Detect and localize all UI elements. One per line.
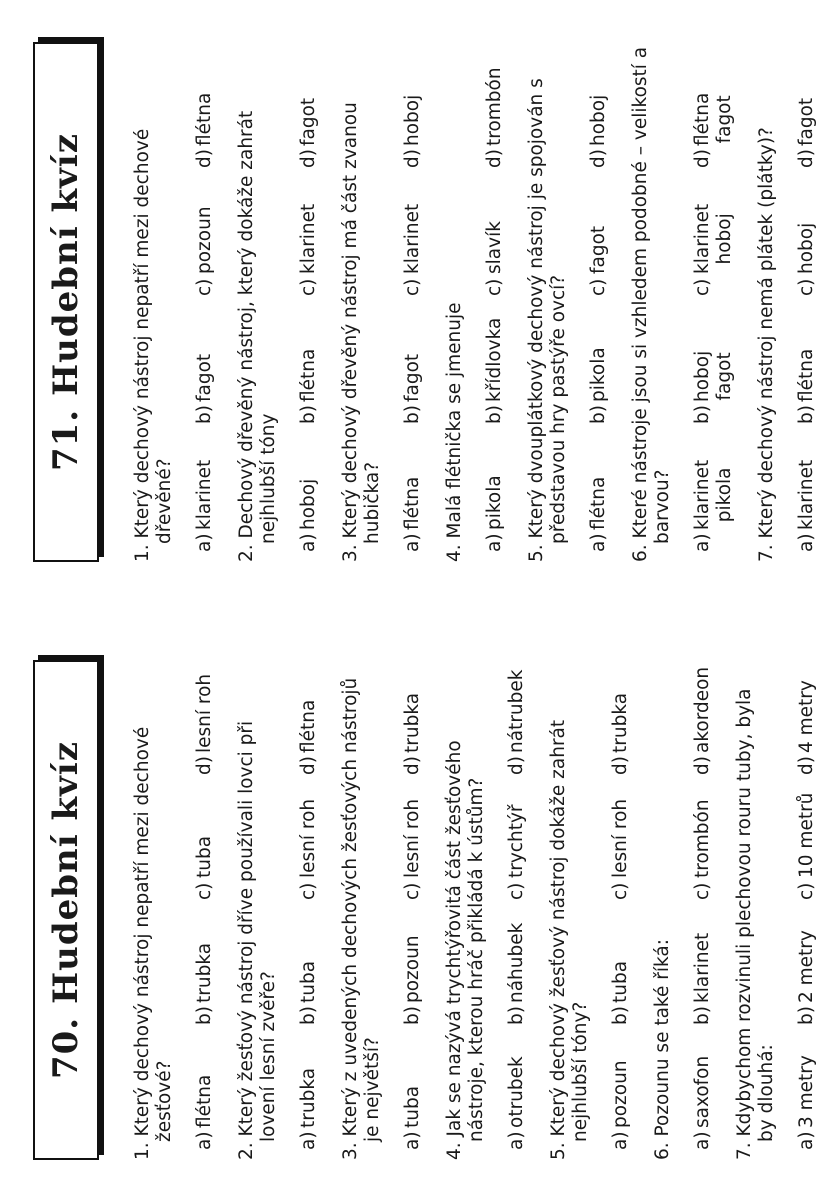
question-text: 2. Dechový dřevěný nástroj, který dokáže zahrát nejhlubší tóny <box>236 110 279 562</box>
option-text <box>402 799 424 878</box>
option-text-line: trombón <box>484 67 505 146</box>
option-letter: c) <box>796 278 817 296</box>
question-2 <box>236 42 320 562</box>
answer-option-c <box>298 785 320 910</box>
option-text <box>298 349 320 402</box>
option-text <box>796 1055 818 1128</box>
option-letter: d) <box>506 756 527 775</box>
quiz-title: 71. Hudební kvíz <box>46 132 86 472</box>
answer-options <box>194 42 216 562</box>
option-text-line: flétna <box>298 348 319 402</box>
question-5 <box>526 42 610 562</box>
answer-options <box>588 42 610 562</box>
option-letter: b) <box>796 405 817 424</box>
option-text <box>796 349 818 402</box>
question-3 <box>340 42 424 562</box>
option-letter: b) <box>194 405 215 424</box>
option-text-line: klarinet <box>402 203 423 274</box>
option-text-line: hoboj <box>402 94 423 146</box>
option-text-line: klarinet <box>692 203 713 274</box>
answer-option-b <box>796 306 818 434</box>
option-letter: c) <box>588 278 609 296</box>
answer-option-a <box>194 434 216 562</box>
quiz-71 <box>0 42 817 562</box>
option-letter: b) <box>692 1006 713 1025</box>
option-letter: d) <box>796 149 817 168</box>
answer-option-c <box>692 785 714 910</box>
option-text-line: lesní roh <box>298 798 319 878</box>
option-text-line: fagot <box>298 97 319 146</box>
answer-option-a <box>402 1035 424 1160</box>
option-text-line: nátrubek <box>506 669 527 753</box>
option-letter: c) <box>298 882 319 900</box>
answer-option-b <box>298 306 320 434</box>
answer-option-c <box>484 178 506 306</box>
option-text <box>194 836 216 878</box>
option-text <box>506 670 528 754</box>
answer-option-c <box>402 785 424 910</box>
option-text-line: pikola <box>588 347 609 402</box>
option-text-line: saxofon <box>692 1055 713 1128</box>
option-letter: c) <box>298 278 319 296</box>
answer-options <box>796 660 818 1160</box>
option-text-line: klarinet <box>298 203 319 274</box>
option-letter: b) <box>506 1006 527 1025</box>
option-text <box>402 95 424 146</box>
question-7 <box>756 42 818 562</box>
option-text-line: trubka <box>402 692 423 753</box>
option-text <box>298 204 320 274</box>
quiz-title-box <box>33 42 99 562</box>
option-letter: a) <box>194 533 215 552</box>
answer-options <box>692 42 736 562</box>
option-letter: a) <box>194 1131 215 1150</box>
answer-option-d <box>610 660 632 785</box>
option-letter: a) <box>298 1131 319 1150</box>
option-letter: c) <box>692 278 713 296</box>
option-text-line: tuba <box>298 960 319 1003</box>
question-list <box>132 660 838 1160</box>
answer-option-d <box>402 50 424 178</box>
option-text <box>796 98 818 146</box>
question-text: 7. Kdybychom rozvinuli plechovou rouru tuby, byla by dlouhá: <box>734 688 777 1160</box>
option-text-line: klarinet <box>796 459 817 530</box>
option-text-line: hoboj <box>714 213 735 265</box>
option-text <box>484 67 506 146</box>
answer-option-b <box>298 910 320 1035</box>
answer-options <box>194 660 216 1160</box>
question-7 <box>734 660 818 1160</box>
answer-option-b <box>402 306 424 434</box>
option-text-line: hoboj <box>692 350 713 402</box>
option-letter: a) <box>484 533 505 552</box>
option-letter: a) <box>588 533 609 552</box>
option-letter: c) <box>194 882 215 900</box>
quiz-70 <box>0 660 817 1160</box>
option-letter: c) <box>506 882 527 900</box>
option-text-line: otrubek <box>506 1056 527 1128</box>
option-text-line: akordeon <box>692 666 713 753</box>
option-text <box>692 933 714 1003</box>
option-letter: a) <box>506 1131 527 1150</box>
option-text-line: flétna <box>402 476 423 530</box>
answer-options <box>692 660 714 1160</box>
answer-options <box>298 660 320 1160</box>
option-text-line: fagot <box>402 353 423 402</box>
option-text <box>506 804 528 878</box>
option-text-line: pikola <box>484 475 505 530</box>
option-text-line: flétna <box>298 699 319 753</box>
option-letter: d) <box>484 149 505 168</box>
option-text <box>692 1056 714 1128</box>
option-letter: b) <box>298 405 319 424</box>
answer-option-d <box>298 660 320 785</box>
option-letter: a) <box>402 533 423 552</box>
option-text-line: 10 metrů <box>796 792 817 878</box>
option-text-line: trubka <box>298 1067 319 1128</box>
question-text: 5. Který dechový žesťový nástroj dokáže zahrát nejhlubší tóny? <box>548 719 591 1160</box>
option-text <box>796 930 818 1003</box>
answer-option-b <box>610 910 632 1035</box>
question-6 <box>630 42 736 562</box>
option-text <box>588 347 610 402</box>
answer-option-c <box>506 785 528 910</box>
answer-option-b <box>588 306 610 434</box>
option-text-line: tuba <box>194 835 215 878</box>
option-letter: a) <box>796 1131 817 1150</box>
option-text <box>402 693 424 753</box>
option-letter: c) <box>402 882 423 900</box>
option-text-line: lesní roh <box>610 798 631 878</box>
question-text: 3. Který dechový dřevěný nástroj má část zvanou hubička? <box>340 102 383 562</box>
answer-option-c <box>588 178 610 306</box>
answer-option-d <box>484 50 506 178</box>
answer-option-d <box>194 660 216 785</box>
answer-option-d <box>588 50 610 178</box>
option-letter: c) <box>402 278 423 296</box>
question-1 <box>132 42 216 562</box>
option-text <box>194 674 216 753</box>
question-3 <box>340 660 424 1160</box>
answer-option-d <box>402 660 424 785</box>
option-text <box>588 226 610 274</box>
answer-option-c <box>610 785 632 910</box>
option-text-line: trubka <box>610 692 631 753</box>
option-text <box>298 700 320 753</box>
option-text <box>796 460 818 530</box>
answer-option-b <box>692 910 714 1035</box>
option-text-line: trychtýř <box>506 804 527 878</box>
option-text <box>194 943 216 1003</box>
option-text-line: klarinet <box>692 459 713 530</box>
answer-option-c <box>298 178 320 306</box>
option-letter: d) <box>610 756 631 775</box>
option-text-line: hoboj <box>588 94 609 146</box>
question-text: 1. Který dechový nástroj nepatří mezi dechové žesťové? <box>132 726 175 1160</box>
option-letter: c) <box>610 882 631 900</box>
answer-option-c <box>194 178 216 306</box>
option-text <box>610 961 632 1003</box>
quiz-title: 70. Hudební kvíz <box>46 740 86 1080</box>
answer-option-a <box>298 1035 320 1160</box>
option-text-line: klarinet <box>692 932 713 1003</box>
option-text-line: náhubek <box>506 922 527 1003</box>
answer-option-c <box>194 785 216 910</box>
option-text <box>484 221 506 274</box>
option-text <box>588 95 610 146</box>
option-text <box>692 351 736 402</box>
option-text-line: flétna <box>692 92 713 146</box>
answer-option-c <box>796 785 818 910</box>
option-letter: d) <box>588 149 609 168</box>
option-text <box>194 93 216 146</box>
option-text <box>692 460 736 530</box>
option-text <box>298 1068 320 1128</box>
option-text-line: hoboj <box>796 222 817 274</box>
question-1 <box>132 660 216 1160</box>
option-text <box>588 477 610 530</box>
option-text-line: fagot <box>714 352 735 401</box>
option-letter: d) <box>298 756 319 775</box>
option-letter: d) <box>402 756 423 775</box>
answer-option-b <box>692 306 736 434</box>
answer-options <box>402 660 424 1160</box>
option-text <box>194 1075 216 1128</box>
option-text-line: 3 metry <box>796 1055 817 1128</box>
option-letter: b) <box>588 405 609 424</box>
option-letter: d) <box>402 149 423 168</box>
option-text <box>402 477 424 530</box>
option-text <box>610 799 632 878</box>
option-text <box>194 206 216 274</box>
question-text: 7. Který dechový nástroj nemá plátek (plátky)? <box>756 127 777 562</box>
option-text <box>484 475 506 530</box>
answer-option-a <box>298 434 320 562</box>
answer-option-a <box>796 434 818 562</box>
option-text-line: flétna <box>588 476 609 530</box>
question-4 <box>444 42 506 562</box>
answer-option-c <box>796 178 818 306</box>
option-letter: c) <box>194 278 215 296</box>
option-letter: d) <box>194 756 215 775</box>
option-text-line: křídlovka <box>484 317 505 402</box>
option-text-line: lesní roh <box>194 673 215 753</box>
answer-option-b <box>484 306 506 434</box>
option-text-line: flétna <box>796 348 817 402</box>
option-text <box>692 799 714 878</box>
question-text: 6. Pozounu se také říká: <box>652 939 673 1160</box>
option-text <box>298 799 320 878</box>
question-text: 4. Malá flétnička se jmenuje <box>444 302 465 562</box>
option-text <box>692 204 736 274</box>
answer-option-b <box>194 910 216 1035</box>
option-text <box>402 354 424 402</box>
option-letter: a) <box>692 1131 713 1150</box>
answer-options <box>298 42 320 562</box>
answer-option-c <box>402 178 424 306</box>
option-text <box>298 479 320 530</box>
option-text <box>610 1060 632 1128</box>
option-letter: c) <box>692 882 713 900</box>
option-letter: d) <box>796 756 817 775</box>
option-text <box>796 793 818 878</box>
answer-option-b <box>402 910 424 1035</box>
answer-option-d <box>506 660 528 785</box>
option-text-line: pikola <box>714 467 735 523</box>
option-text <box>402 1086 424 1128</box>
option-text-line: fagot <box>588 225 609 274</box>
answer-option-a <box>692 434 736 562</box>
option-text-line: 2 metry <box>796 930 817 1003</box>
option-text <box>194 354 216 402</box>
option-text <box>796 680 818 753</box>
option-letter: d) <box>692 756 713 775</box>
option-text-line: flétna <box>194 92 215 146</box>
option-text-line: 4 metry <box>796 680 817 753</box>
option-text <box>692 667 714 753</box>
answer-option-a <box>484 434 506 562</box>
option-letter: b) <box>402 1006 423 1025</box>
option-text-line: pozoun <box>194 206 215 274</box>
option-text <box>506 1056 528 1128</box>
option-letter: a) <box>796 533 817 552</box>
answer-option-a <box>588 434 610 562</box>
answer-options <box>506 660 528 1160</box>
answer-option-a <box>692 1035 714 1160</box>
option-text-line: klarinet <box>194 459 215 530</box>
option-letter: b) <box>194 1006 215 1025</box>
answer-option-b <box>796 910 818 1035</box>
option-text <box>194 460 216 530</box>
answer-option-c <box>692 178 736 306</box>
option-letter: b) <box>484 405 505 424</box>
option-text <box>506 923 528 1003</box>
option-letter: b) <box>692 405 713 424</box>
option-text-line: fagot <box>194 353 215 402</box>
answer-option-d <box>194 50 216 178</box>
option-letter: b) <box>402 405 423 424</box>
answer-options <box>402 42 424 562</box>
answer-option-a <box>402 434 424 562</box>
option-letter: d) <box>298 149 319 168</box>
question-text: 4. Jak se nazývá trychtýřovitá část žesťového nástroje, kterou hráč přikládá k ústům? <box>444 740 487 1160</box>
answer-option-d <box>692 50 736 178</box>
quiz-title-box <box>33 660 99 1160</box>
question-text: 1. Který dechový nástroj nepatří mezi dechové dřevěné? <box>132 128 175 562</box>
question-text: 2. Který žesťový nástroj dříve používali lovci při lovení lesní zvěře? <box>236 720 279 1160</box>
option-text <box>796 223 818 274</box>
option-text-line: tuba <box>610 960 631 1003</box>
option-text-line: pozoun <box>402 935 423 1003</box>
answer-options <box>796 42 818 562</box>
question-text: 6. Které nástroje jsou si vzhledem podobné – velikostí a barvou? <box>630 46 673 562</box>
answer-option-d <box>796 660 818 785</box>
answer-option-a <box>796 1035 818 1160</box>
answer-option-a <box>506 1035 528 1160</box>
answer-option-a <box>194 1035 216 1160</box>
question-4 <box>444 660 528 1160</box>
option-text <box>298 98 320 146</box>
option-text <box>610 693 632 753</box>
question-text: 5. Který dvouplátkový dechový nástroj je spojován s představou hry pastýře ovcí? <box>526 78 569 562</box>
option-text-line: hoboj <box>298 478 319 530</box>
option-text-line: fagot <box>796 97 817 146</box>
answer-option-a <box>610 1035 632 1160</box>
option-letter: a) <box>298 533 319 552</box>
answer-option-d <box>692 660 714 785</box>
option-letter: c) <box>484 278 505 296</box>
option-letter: a) <box>402 1131 423 1150</box>
question-list <box>132 42 838 562</box>
option-letter: d) <box>692 149 713 168</box>
answer-options <box>484 42 506 562</box>
question-text: 3. Který z uvedených dechových žesťových nástrojů je největší? <box>340 677 383 1160</box>
option-letter: d) <box>194 149 215 168</box>
option-text <box>402 935 424 1003</box>
option-text-line: lesní roh <box>402 798 423 878</box>
option-text <box>484 318 506 402</box>
question-5 <box>548 660 632 1160</box>
answer-option-b <box>194 306 216 434</box>
answer-option-b <box>506 910 528 1035</box>
option-letter: b) <box>298 1006 319 1025</box>
option-text <box>402 204 424 274</box>
option-text <box>692 93 736 146</box>
option-text-line: trombón <box>692 799 713 878</box>
option-text-line: trubka <box>194 942 215 1003</box>
option-text-line: fagot <box>714 95 735 144</box>
option-text-line: pozoun <box>610 1060 631 1128</box>
option-letter: a) <box>610 1131 631 1150</box>
option-letter: a) <box>692 533 713 552</box>
question-2 <box>236 660 320 1160</box>
answer-option-d <box>796 50 818 178</box>
option-text <box>298 961 320 1003</box>
question-6 <box>652 660 714 1160</box>
answer-option-d <box>298 50 320 178</box>
option-text-line: slavík <box>484 221 505 274</box>
answer-options <box>610 660 632 1160</box>
option-text-line: tuba <box>402 1085 423 1128</box>
option-letter: c) <box>796 882 817 900</box>
option-letter: b) <box>610 1006 631 1025</box>
option-letter: b) <box>796 1006 817 1025</box>
option-text-line: flétna <box>194 1074 215 1128</box>
